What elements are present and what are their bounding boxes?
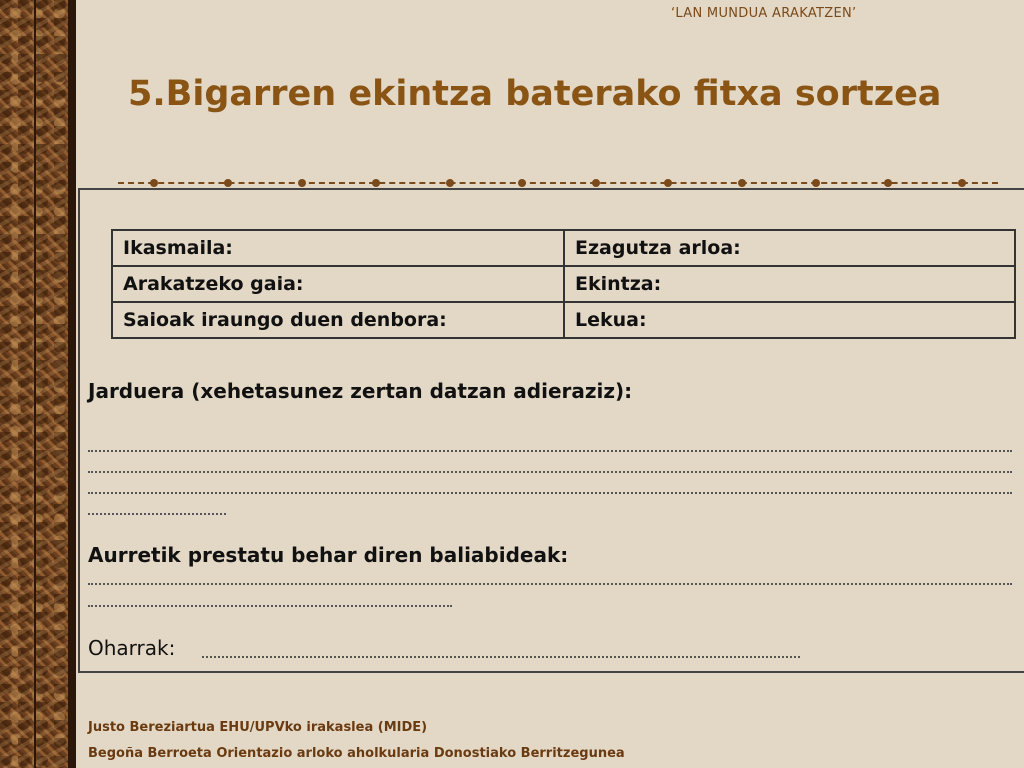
footer-author-1: Justo Bereziartua EHU/UPVko irakaslea (MIDE) xyxy=(88,720,428,735)
table-cell[interactable]: Ezagutza arloa: xyxy=(564,230,1015,266)
form-table xyxy=(111,229,1016,339)
activity-label: Jarduera (xehetasunez zertan datzan adieraziz): xyxy=(88,379,633,403)
activity-dotted-line[interactable] xyxy=(88,513,226,515)
table-cell[interactable]: Lekua: xyxy=(564,302,1015,338)
resources-dotted-line[interactable] xyxy=(88,583,1012,585)
table-row xyxy=(112,302,1015,338)
resources-label: Aurretik prestatu behar diren baliabideak: xyxy=(88,543,569,567)
activity-dotted-line[interactable] xyxy=(88,450,1012,452)
dash-dot xyxy=(518,179,526,187)
dash-dot xyxy=(664,179,672,187)
dash-dot xyxy=(372,179,380,187)
dash-dot xyxy=(738,179,746,187)
decorative-side-border xyxy=(0,0,76,768)
dash-dot xyxy=(592,179,600,187)
resources-dotted-line[interactable] xyxy=(88,605,452,607)
dash-dot xyxy=(958,179,966,187)
table-cell[interactable]: Arakatzeko gaia: xyxy=(112,266,564,302)
table-row xyxy=(112,230,1015,266)
table-cell[interactable]: Saioak iraungo duen denbora: xyxy=(112,302,564,338)
table-cell[interactable]: Ikasmaila: xyxy=(112,230,564,266)
table-row xyxy=(112,266,1015,302)
activity-dotted-line[interactable] xyxy=(88,471,1012,473)
page-title: 5.Bigarren ekintza baterako fitxa sortzea xyxy=(128,74,942,114)
notes-label: Oharrak: xyxy=(88,636,176,660)
table-cell[interactable]: Ekintza: xyxy=(564,266,1015,302)
dash-dot xyxy=(446,179,454,187)
footer-author-2: Begoña Berroeta Orientazio arloko aholkularia Donostiako Berritzegunea xyxy=(88,746,625,761)
dash-dot xyxy=(298,179,306,187)
activity-dotted-line[interactable] xyxy=(88,492,1012,494)
dash-dot xyxy=(812,179,820,187)
dash-dot xyxy=(150,179,158,187)
top-note: ‘LAN MUNDUA ARAKATZEN’ xyxy=(671,6,857,21)
dash-dot xyxy=(884,179,892,187)
dash-dot xyxy=(224,179,232,187)
notes-dotted-line[interactable] xyxy=(202,656,800,658)
